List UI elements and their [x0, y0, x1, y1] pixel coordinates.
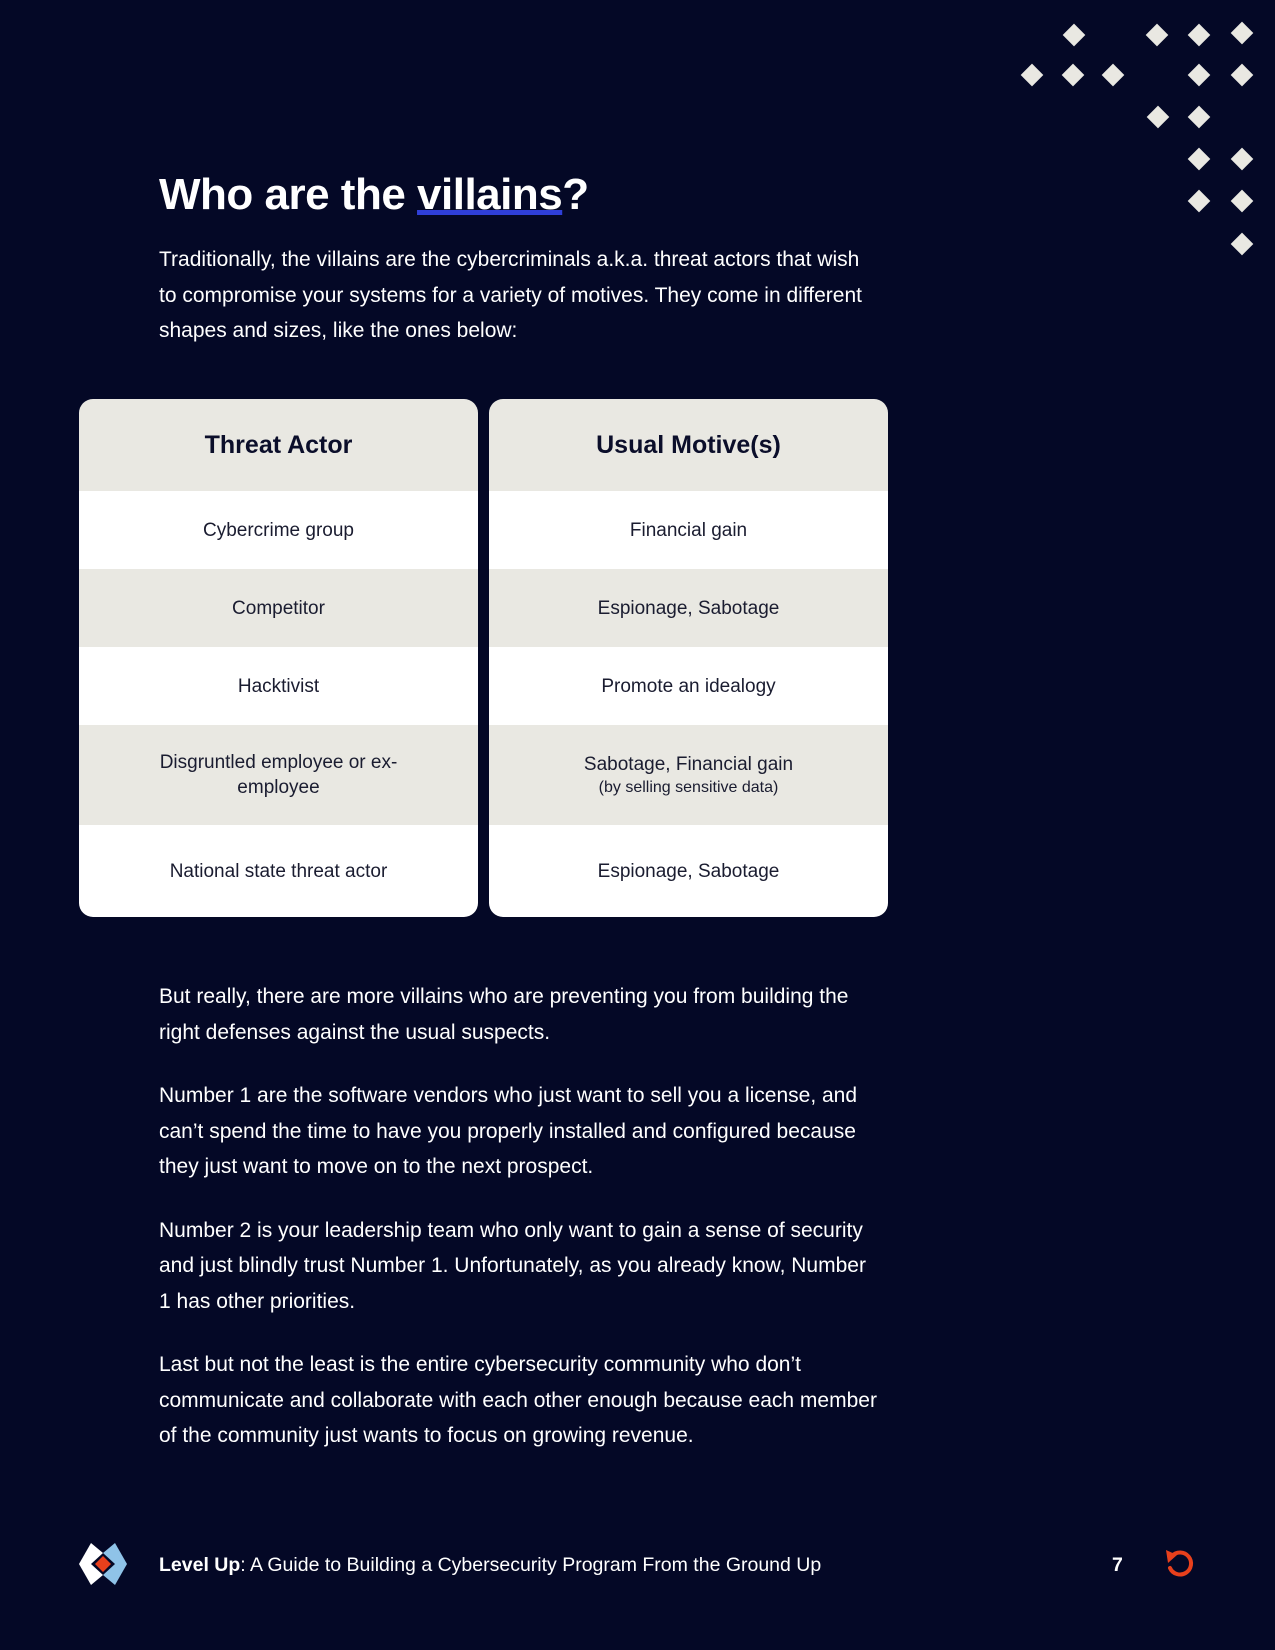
cell-text: Hacktivist — [237, 675, 320, 697]
diamond-icon — [1188, 106, 1211, 129]
threat-actor-header: Threat Actor — [79, 399, 478, 491]
threat-actor-column — [79, 399, 478, 917]
table-cell-motive — [489, 825, 888, 917]
diamond-icon — [1102, 64, 1125, 87]
table-cell-motive — [489, 491, 888, 569]
title-highlight: villains — [417, 170, 563, 219]
cell-note: (by selling sensitive data) — [598, 778, 779, 796]
table-cell-actor — [79, 647, 478, 725]
diamond-icon — [1188, 148, 1211, 171]
table-cell-motive — [489, 725, 888, 825]
diamond-icon — [1231, 190, 1254, 213]
cell-text: Disgruntled employee or ex-employee — [159, 752, 398, 798]
table-cell-actor — [79, 825, 478, 917]
intro-paragraph: Traditionally, the villains are the cybercriminals a.k.a. threat actors that wish to compromise your systems for a variety of motives. They come in different shapes and sizes, like the ones below: — [159, 248, 862, 342]
cell-text: Espionage, Sabotage — [597, 860, 780, 882]
table-cell-actor — [79, 725, 478, 825]
diamond-icon — [1147, 106, 1170, 129]
cell-text: National state threat actor — [169, 860, 388, 882]
body-text — [159, 979, 879, 1482]
cell-text: Sabotage, Financial gain — [583, 753, 794, 775]
title-prefix: Who are the — [159, 170, 418, 219]
diamond-icon — [1188, 24, 1211, 47]
body-paragraph: But really, there are more villains who are preventing you from building the right defenses against the usual suspects. — [159, 985, 849, 1044]
diamond-icon — [1231, 233, 1254, 256]
table-cell-actor — [79, 491, 478, 569]
diamond-icon — [1063, 24, 1086, 47]
table-cell-actor — [79, 569, 478, 647]
table-cell-motive — [489, 647, 888, 725]
cell-text: Espionage, Sabotage — [597, 597, 780, 619]
cell-text: Competitor — [232, 597, 325, 619]
diamond-icon — [1231, 22, 1254, 45]
diamond-icon — [1146, 24, 1169, 47]
body-paragraph: Number 2 is your leadership team who only want to gain a sense of security and just blindly trust Number 1. Unfortunately, as you already know, Number 1 has other priorities. — [159, 1218, 866, 1313]
usual-motive-column — [489, 399, 888, 917]
diamond-icon — [1231, 148, 1254, 171]
diamond-icon — [1062, 64, 1085, 87]
footer-document-title — [159, 1552, 821, 1578]
undo-arrow-icon[interactable] — [1163, 1546, 1197, 1580]
footer-title-rest: : A Guide to Building a Cybersecurity Program From the Ground Up — [240, 1554, 822, 1576]
title-suffix: ? — [562, 170, 589, 219]
page-title — [159, 165, 589, 225]
page-number: 7 — [1112, 1554, 1123, 1576]
diamond-icon — [1021, 64, 1044, 87]
cell-text: Promote an idealogy — [601, 675, 776, 697]
body-paragraph: Number 1 are the software vendors who just want to sell you a license, and can’t spend the time to have you properly installed and configured because they just want to move on to the next prospect. — [159, 1084, 858, 1178]
diamond-icon — [1231, 64, 1254, 87]
diamond-icon — [1188, 64, 1211, 87]
body-paragraph: Last but not the least is the entire cybersecurity community who don’t communicate and collaborate with each other enough because each member of the community just wants to focus on growing revenue. — [159, 1353, 877, 1447]
cell-text: Cybercrime group — [203, 519, 354, 541]
table-cell-motive — [489, 569, 888, 647]
company-logo-icon — [79, 1543, 127, 1585]
cell-text: Financial gain — [629, 519, 748, 541]
footer-title-bold: Level Up — [159, 1554, 241, 1576]
diamond-icon — [1188, 190, 1211, 213]
usual-motive-header: Usual Motive(s) — [489, 399, 888, 491]
